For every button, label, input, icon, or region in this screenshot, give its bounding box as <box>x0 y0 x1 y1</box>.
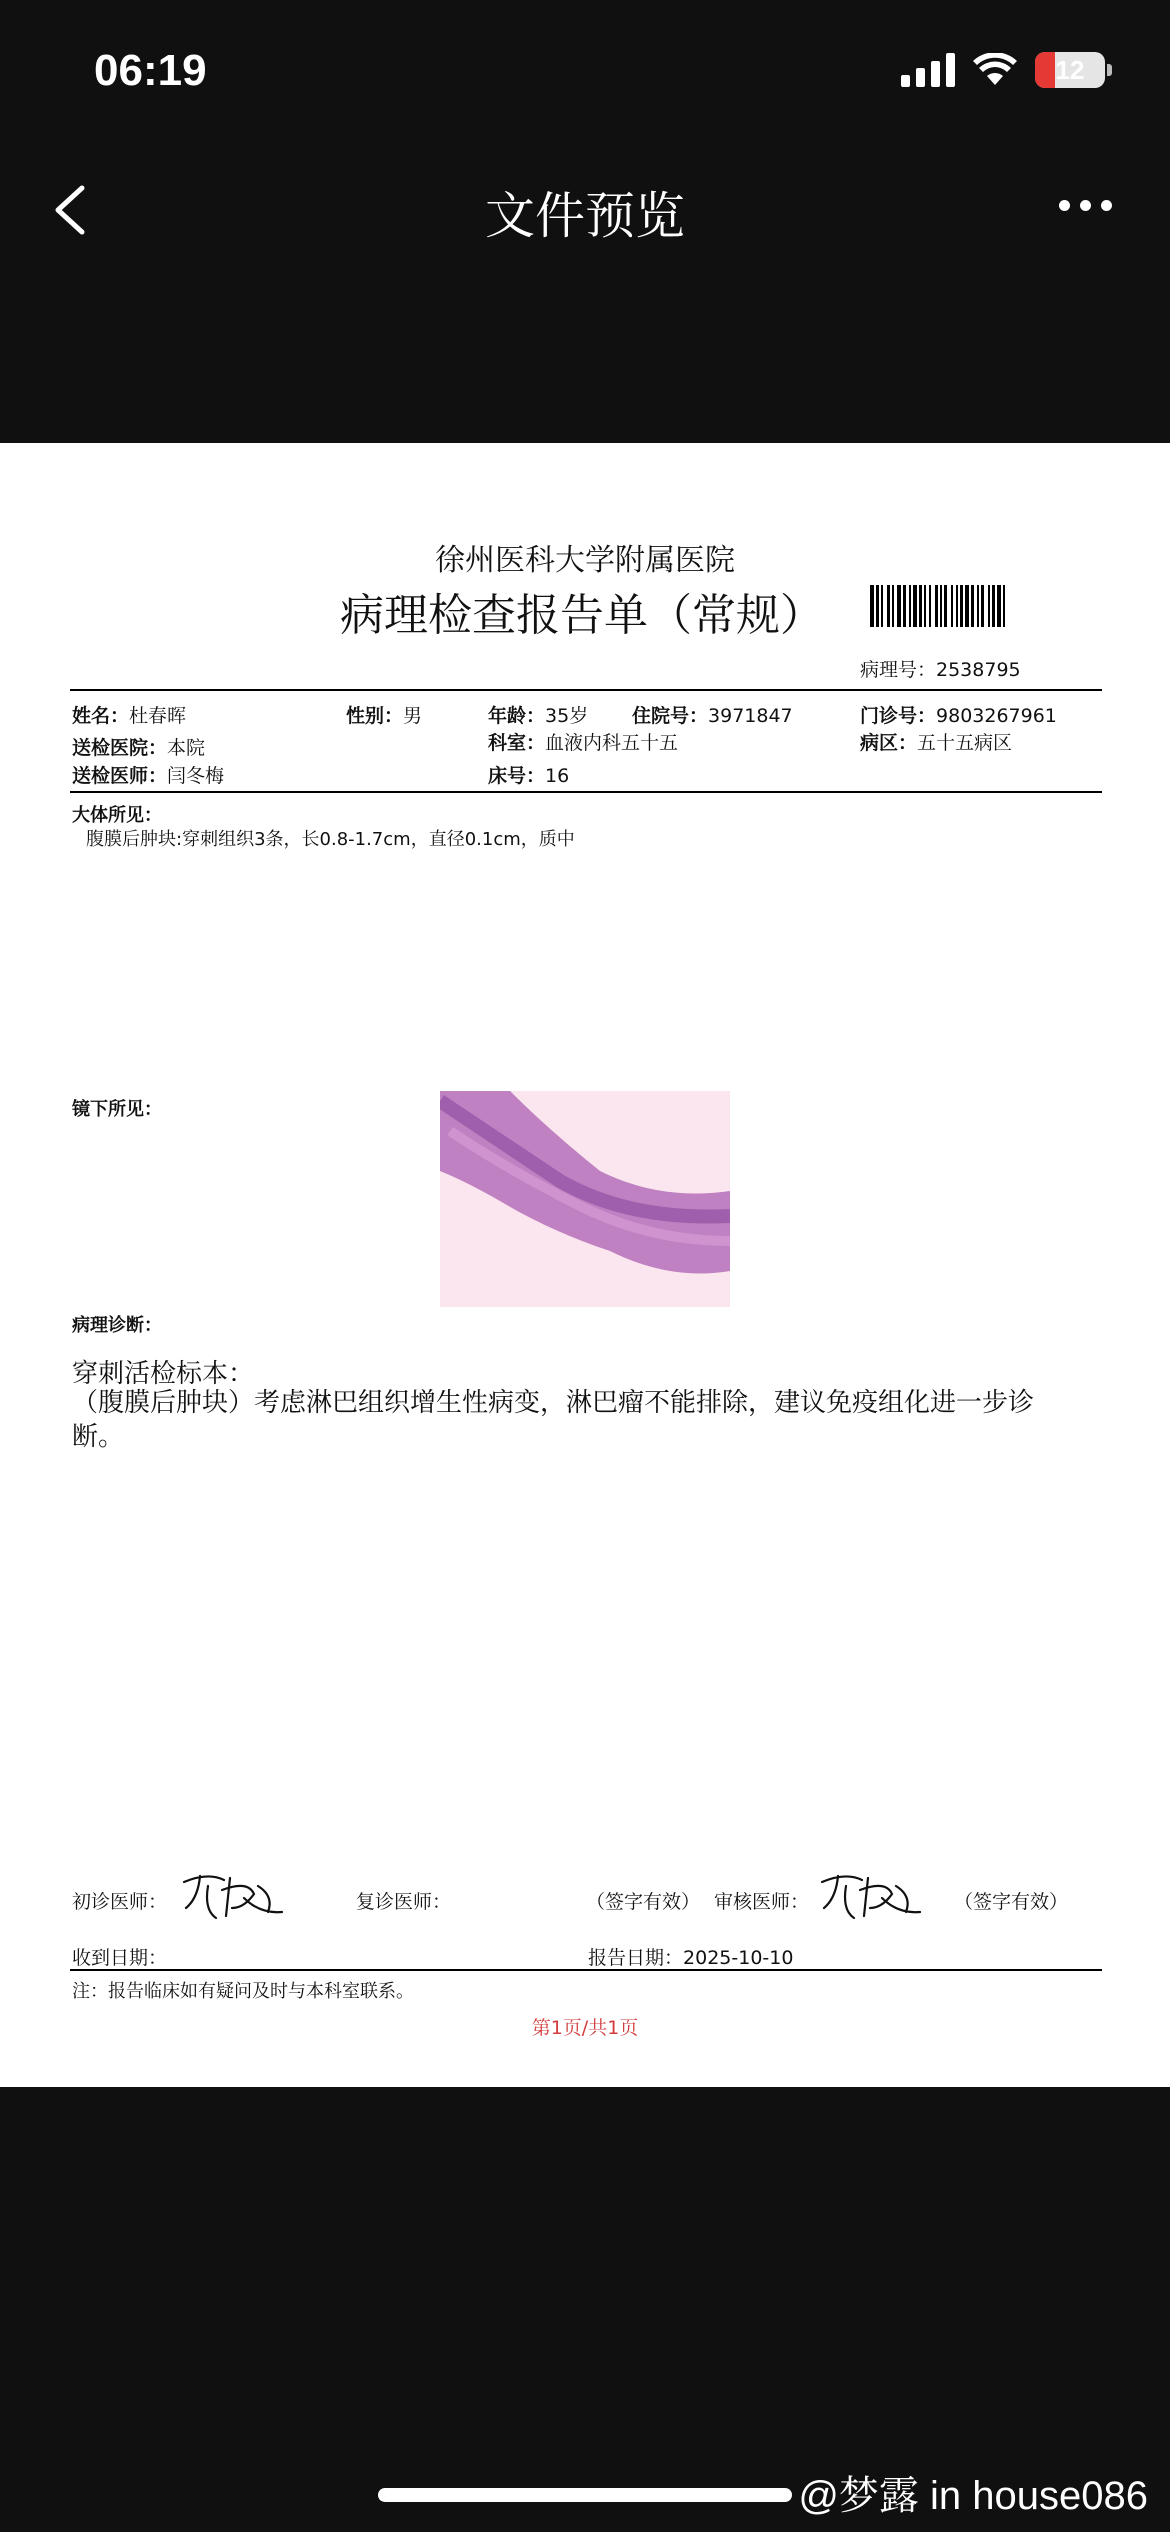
report-title: 病理检查报告单（常规） <box>340 590 824 641</box>
ward: 病区：五十五病区 <box>860 732 1013 754</box>
patient-name: 姓名：杜春晖 <box>72 705 187 727</box>
status-time: 06:19 <box>94 46 207 95</box>
divider <box>70 791 1102 793</box>
audit-doctor-label: 审核医师： <box>714 1891 810 1913</box>
review-doctor-label: 复诊医师： <box>356 1891 452 1913</box>
more-dots-icon[interactable] <box>1059 200 1112 211</box>
gross-label: 大体所见： <box>72 805 162 826</box>
patient-age: 年龄：35岁 <box>488 705 589 727</box>
sign-valid-note: （签字有效） <box>586 1891 701 1913</box>
battery-level: 12 <box>1055 54 1085 85</box>
status-icons <box>901 52 1112 88</box>
nav-bar <box>0 150 1170 270</box>
divider <box>70 689 1102 691</box>
inpatient-number: 住院号：3971847 <box>632 705 793 727</box>
document-preview[interactable] <box>0 443 1170 2087</box>
report-date: 报告日期：2025-10-10 <box>588 1947 794 1969</box>
micro-label: 镜下所见： <box>72 1099 162 1120</box>
patient-sex: 性别：男 <box>346 705 423 727</box>
sign-valid-note: （签字有效） <box>954 1891 1069 1913</box>
microscope-image <box>440 1091 730 1307</box>
footer-note: 注：报告临床如有疑问及时与本科室联系。 <box>72 1981 414 2002</box>
diagnosis-label: 病理诊断： <box>72 1315 162 1336</box>
battery-icon <box>1035 52 1105 88</box>
page-title: 文件预览 <box>485 187 685 245</box>
audit-doctor-signature-icon <box>816 1868 928 1926</box>
page-indicator: 第1页/共1页 <box>531 2017 639 2039</box>
divider <box>70 1969 1102 1971</box>
first-doctor-label: 初诊医师： <box>72 1891 168 1913</box>
outpatient-number: 门诊号：9803267961 <box>860 705 1057 727</box>
gross-findings: 腹膜后肿块:穿刺组织3条，长0.8-1.7cm，直径0.1cm，质中 <box>86 829 575 850</box>
wifi-icon <box>973 53 1017 87</box>
first-doctor-signature-icon <box>178 1868 290 1926</box>
sending-hospital: 送检医院：本院 <box>72 737 206 759</box>
watermark: @梦露 in house086 <box>798 2474 1148 2518</box>
received-date-label: 收到日期： <box>72 1947 168 1969</box>
cellular-signal-icon <box>901 53 955 87</box>
barcode-icon <box>870 585 1102 627</box>
hospital-name: 徐州医科大学附属医院 <box>435 543 735 578</box>
status-bar <box>0 0 1170 130</box>
sending-doctor: 送检医师：闫冬梅 <box>72 765 225 787</box>
bed-number: 床号：16 <box>488 765 570 787</box>
diagnosis-line-2: （腹膜后肿块）考虑淋巴组织增生性病变，淋巴瘤不能排除，建议免疫组化进一步诊断。 <box>72 1388 1035 1452</box>
department: 科室：血液内科五十五 <box>488 732 679 754</box>
pathology-number: 病理号：2538795 <box>860 659 1021 681</box>
diagnosis-line-1: 穿刺活检标本： <box>72 1359 255 1389</box>
home-indicator[interactable] <box>378 2488 792 2502</box>
